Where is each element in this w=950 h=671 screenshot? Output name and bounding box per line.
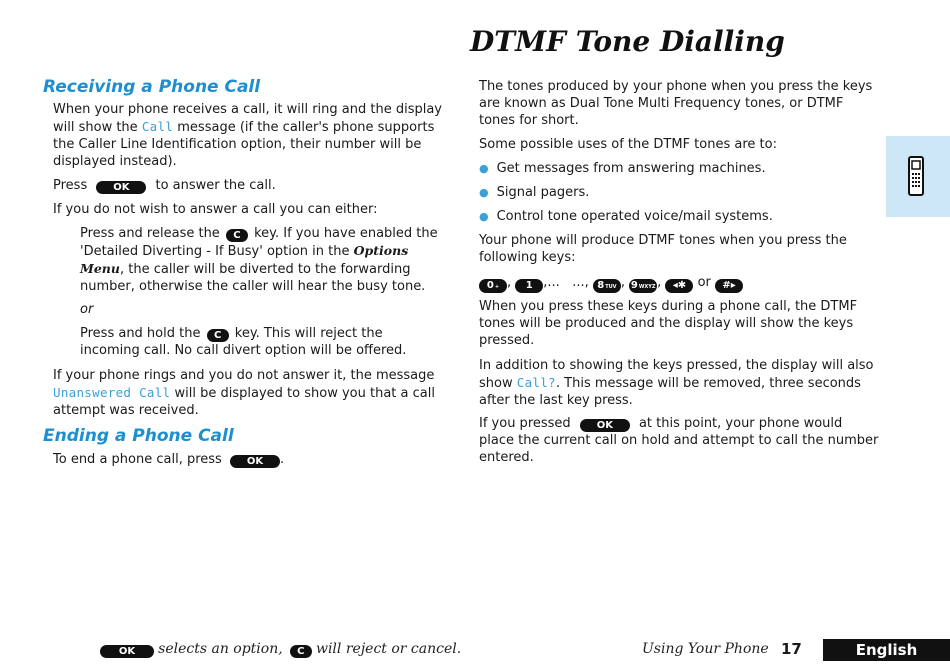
key-star-icon: ◂✱ xyxy=(665,279,693,293)
text: key. This will reject the incoming call. No call divert option will be offered. xyxy=(80,326,407,358)
or-text: or xyxy=(80,302,94,317)
receiving-paragraph xyxy=(53,101,445,170)
text: , xyxy=(507,275,512,290)
footer-section-title: Using Your Phone xyxy=(642,641,769,657)
text: In addition to showing the keys pressed, the display will also show xyxy=(479,358,874,391)
dtmf-display-paragraph xyxy=(479,357,881,409)
c-key-icon: C xyxy=(226,229,248,242)
text: Get messages from answering machines. xyxy=(496,161,766,176)
bullet-icon: ● xyxy=(479,162,489,175)
text: to answer the call. xyxy=(155,178,276,193)
key-0-icon: 0+ xyxy=(479,279,507,293)
bullet-icon: ● xyxy=(479,186,489,199)
footer-legend xyxy=(100,641,461,658)
language-tab: English xyxy=(823,639,950,661)
text: Press and hold the xyxy=(80,326,201,341)
receiving-heading: Receiving a Phone Call xyxy=(43,77,261,97)
list-item xyxy=(479,184,881,208)
footer-selects-text: selects an option, xyxy=(158,641,283,657)
text: Press xyxy=(53,178,88,193)
ending-heading: Ending a Phone Call xyxy=(43,426,234,446)
ok-key-icon: OK xyxy=(96,181,146,194)
text: or xyxy=(697,275,711,290)
text: If you pressed xyxy=(479,416,571,431)
key-1-icon: 1 xyxy=(515,279,543,293)
text: . xyxy=(279,452,285,467)
bullet-icon: ● xyxy=(479,210,489,223)
dtmf-uses-list xyxy=(479,160,881,232)
dtmf-intro-paragraph: The tones produced by your phone when you press the keys are known as Dual Tone Multi Frequency tones, or DTMF tones for short. xyxy=(479,79,873,128)
option-release-paragraph xyxy=(80,225,445,295)
text: , the caller will be diverted to the forwarding number, otherwise the caller will hear the busy tone. xyxy=(80,262,426,294)
ending-paragraph xyxy=(53,451,284,468)
option-hold-paragraph xyxy=(80,325,445,359)
dtmf-keys-row xyxy=(479,274,743,293)
unanswered-paragraph xyxy=(53,367,453,419)
key-9-icon: 9WXYZ xyxy=(630,280,656,291)
text: If your phone rings and you do not answer it, the message xyxy=(53,368,435,383)
text: key. If you have enabled the 'Detailed Diverting - If Busy' option in the xyxy=(80,226,438,259)
c-key-icon: C xyxy=(207,329,229,342)
lcd-call-text: Call xyxy=(141,119,174,134)
lcd-unanswered-text: Unanswered Call xyxy=(53,385,171,400)
text: Press and release the xyxy=(80,226,220,241)
lcd-call-query-text: Call? xyxy=(516,375,556,390)
text: message (if the caller's phone supports the Caller Line Identification option, their number will be displayed instead). xyxy=(53,120,435,169)
press-ok-paragraph xyxy=(53,177,445,194)
dtmf-keys-paragraph: Your phone will produce DTMF tones when you press the following keys: xyxy=(479,233,847,265)
text: . This message will be removed, three seconds after the last key press. xyxy=(479,376,861,408)
list-item xyxy=(479,160,881,184)
dtmf-produced-paragraph: When you press these keys during a phone call, the DTMF tones will be produced and the display will show the keys pressed. xyxy=(479,299,858,348)
ok-key-icon: OK xyxy=(580,419,630,432)
footer-reject-text: will reject or cancel. xyxy=(315,641,462,657)
list-item xyxy=(479,208,881,232)
text: Signal pagers. xyxy=(496,185,590,200)
either-paragraph: If you do not wish to answer a call you can either: xyxy=(53,202,378,217)
key-hash-icon: #▸ xyxy=(715,279,743,293)
text: To end a phone call, press xyxy=(53,452,222,467)
text: When your phone receives a call, it will ring and the display will show the xyxy=(53,102,442,135)
text: ,... ..., xyxy=(543,275,589,290)
dtmf-uses-paragraph: Some possible uses of the DTMF tones are to: xyxy=(479,137,777,152)
page-number: 17 xyxy=(781,640,802,658)
text: will be displayed to show you that a call attempt was received. xyxy=(53,386,435,418)
text: Control tone operated voice/mail systems. xyxy=(496,209,773,224)
mobile-phone-icon xyxy=(908,156,924,196)
dtmf-ok-paragraph xyxy=(479,415,881,466)
c-key-icon: C xyxy=(290,645,312,658)
ok-key-icon: OK xyxy=(230,455,280,468)
side-tab xyxy=(886,136,950,217)
text: , xyxy=(620,275,626,290)
page-title: DTMF Tone Dialling xyxy=(470,25,785,58)
text: , xyxy=(657,275,662,290)
text: at this point, your phone would place the current call on hold and attempt to call the number entered. xyxy=(479,416,879,465)
key-8-icon: 8TUV xyxy=(593,279,621,293)
options-menu-text: Options Menu xyxy=(80,243,409,276)
ok-key-icon: OK xyxy=(100,645,154,658)
